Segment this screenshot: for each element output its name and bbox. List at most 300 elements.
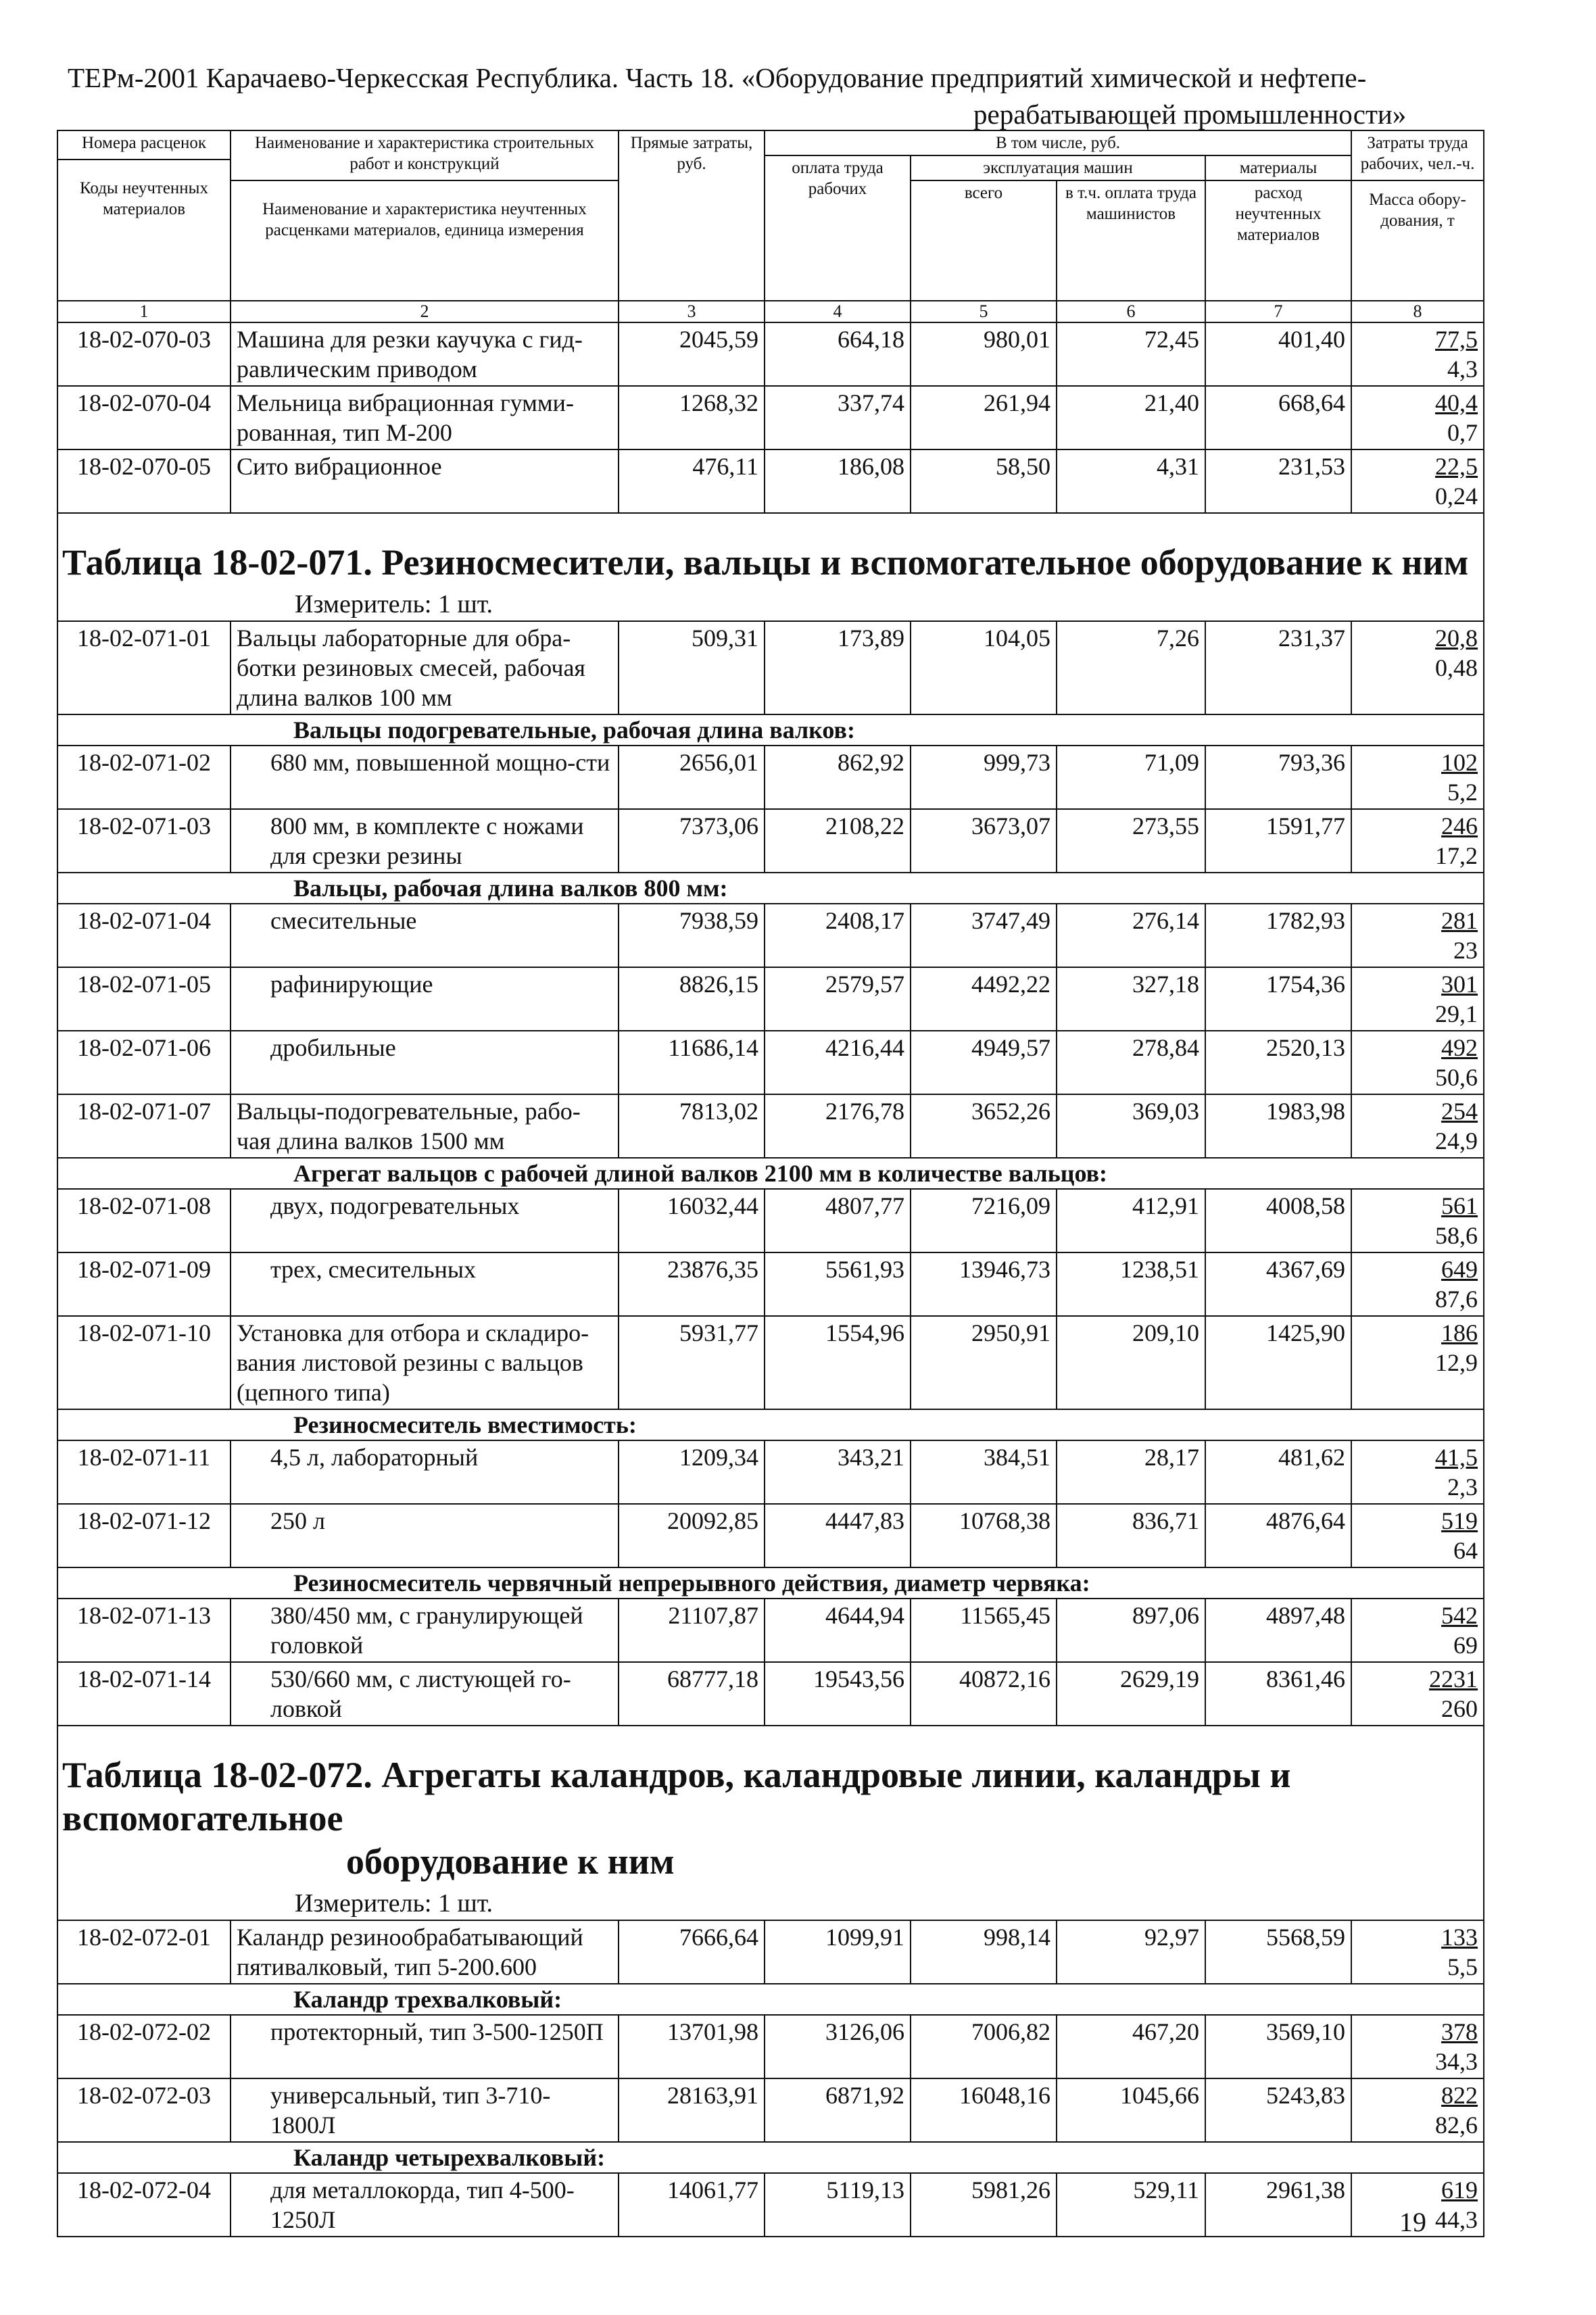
col-head-usage: расход неучтенных материалов: [1205, 180, 1351, 301]
table-row: [57, 1252, 1484, 1316]
rate-code: 18-02-071-11: [57, 1440, 231, 1504]
direct-cost: 8826,15: [619, 967, 765, 1031]
col-num: 6: [1057, 301, 1205, 322]
direct-cost: 11686,14: [619, 1031, 765, 1094]
labor-and-mass: [1351, 904, 1484, 967]
table-72-title-line2: оборудование к ним: [346, 1841, 675, 1882]
subgroup-text: Резиносмеситель вместимость:: [293, 1411, 637, 1438]
labor-hours: 133: [1441, 1924, 1478, 1951]
labor-hours: 41,5: [1435, 1444, 1478, 1471]
worker-pay: 3126,06: [765, 2015, 911, 2078]
worker-pay: 664,18: [765, 322, 911, 386]
materials-cost: 5243,83: [1205, 2078, 1351, 2142]
worker-pay: 2408,17: [765, 904, 911, 967]
rate-code: 18-02-071-09: [57, 1252, 231, 1316]
materials-cost: 231,37: [1205, 621, 1351, 714]
subgroup-row: [57, 873, 1484, 904]
machinist-pay: 7,26: [1057, 621, 1205, 714]
col-num: 3: [619, 301, 765, 322]
materials-cost: 4367,69: [1205, 1252, 1351, 1316]
subgroup-row: [57, 1567, 1484, 1599]
machinist-pay: 278,84: [1057, 1031, 1205, 1094]
machine-total: 4492,22: [911, 967, 1057, 1031]
machine-total: 7216,09: [911, 1189, 1057, 1252]
machine-total: 11565,45: [911, 1599, 1057, 1662]
table-row: [57, 1094, 1484, 1158]
col-head-labor: [1351, 130, 1484, 301]
rate-code: 18-02-070-03: [57, 322, 231, 386]
rate-code: 18-02-070-04: [57, 386, 231, 449]
rate-code: 18-02-071-14: [57, 1662, 231, 1726]
equipment-mass: 29,1: [1435, 1000, 1478, 1027]
materials-cost: 3569,10: [1205, 2015, 1351, 2078]
rate-code: 18-02-071-08: [57, 1189, 231, 1252]
worker-pay: 4644,94: [765, 1599, 911, 1662]
labor-hours: 492: [1441, 1034, 1478, 1061]
subgroup-text: Вальцы, рабочая длина валков 800 мм:: [293, 875, 728, 902]
materials-cost: 481,62: [1205, 1440, 1351, 1504]
machinist-pay: 529,11: [1057, 2173, 1205, 2237]
worker-pay: 1554,96: [765, 1316, 911, 1409]
table-row: [57, 746, 1484, 809]
equipment-mass: 260: [1441, 1695, 1478, 1722]
equipment-mass: 87,6: [1435, 1286, 1478, 1313]
table-row: [57, 322, 1484, 386]
materials-cost: 2520,13: [1205, 1031, 1351, 1094]
machine-total: 3747,49: [911, 904, 1057, 967]
equipment-mass: 58,6: [1435, 1222, 1478, 1249]
table-72-title: [58, 1726, 1483, 1887]
work-name: Машина для резки каучука с гид-равлическим приводом: [231, 322, 619, 386]
price-table: [57, 130, 1483, 2237]
col-head-materials: материалы: [1205, 155, 1351, 180]
direct-cost: 7666,64: [619, 1920, 765, 1984]
labor-hours: 77,5: [1435, 326, 1478, 353]
work-name: трех, смесительных: [231, 1252, 619, 1316]
machinist-pay: 836,71: [1057, 1504, 1205, 1567]
labor-hours: 519: [1441, 1507, 1478, 1534]
work-name: для металлокорда, тип 4-500-1250Л: [231, 2173, 619, 2237]
materials-cost: 231,53: [1205, 449, 1351, 513]
direct-cost: 23876,35: [619, 1252, 765, 1316]
machinist-pay: 369,03: [1057, 1094, 1205, 1158]
table-row: [57, 1316, 1484, 1409]
table-71-title: Таблица 18-02-071. Резиносмесители, вальцы и вспомогательное оборудование к ним: [62, 542, 1469, 583]
work-name: Вальцы лабораторные для обра-ботки резиновых смесей, рабочая длина валков 100 мм: [231, 621, 619, 714]
equipment-mass: 0,7: [1447, 419, 1478, 446]
table-72-heading: [57, 1726, 1484, 1920]
direct-cost: 1268,32: [619, 386, 765, 449]
subgroup-text: Агрегат вальцов с рабочей длиной валков 2100 мм в количестве вальцов:: [293, 1160, 1108, 1187]
materials-cost: 4008,58: [1205, 1189, 1351, 1252]
labor-and-mass: [1351, 1031, 1484, 1094]
table-72-title-line1: Таблица 18-02-072. Агрегаты каландров, каландровые линии, каландры и вспомогательное: [62, 1755, 1291, 1838]
equipment-mass: 5,2: [1447, 779, 1478, 806]
labor-and-mass: [1351, 809, 1484, 873]
worker-pay: 337,74: [765, 386, 911, 449]
table-row: [57, 1920, 1484, 1984]
labor-and-mass: [1351, 1440, 1484, 1504]
equipment-mass: 34,3: [1435, 2048, 1478, 2075]
rate-code: 18-02-071-03: [57, 809, 231, 873]
table-row: [57, 386, 1484, 449]
machinist-pay: 71,09: [1057, 746, 1205, 809]
subgroup-row: [57, 1158, 1484, 1189]
col-naim2: Наименование и характеристика неучтенных расценками материалов, единица измерения: [262, 200, 587, 239]
work-name: 800 мм, в комплекте с ножами для срезки резины: [231, 809, 619, 873]
machine-total: 16048,16: [911, 2078, 1057, 2142]
rate-code: 18-02-071-07: [57, 1094, 231, 1158]
materials-cost: 1782,93: [1205, 904, 1351, 967]
equipment-mass: 23: [1453, 937, 1478, 964]
materials-cost: 2961,38: [1205, 2173, 1351, 2237]
rate-code: 18-02-071-12: [57, 1504, 231, 1567]
worker-pay: 173,89: [765, 621, 911, 714]
materials-cost: 1425,90: [1205, 1316, 1351, 1409]
labor-hours: 301: [1441, 971, 1478, 998]
labor-and-mass: [1351, 1599, 1484, 1662]
materials-cost: 8361,46: [1205, 1662, 1351, 1726]
direct-cost: 476,11: [619, 449, 765, 513]
col-num: 1: [57, 301, 231, 322]
worker-pay: 862,92: [765, 746, 911, 809]
subgroup-label: [57, 1984, 1484, 2015]
direct-cost: 7813,02: [619, 1094, 765, 1158]
rate-code: 18-02-071-01: [57, 621, 231, 714]
equipment-mass: 17,2: [1435, 842, 1478, 869]
worker-pay: 343,21: [765, 1440, 911, 1504]
table-72-rows: [57, 1920, 1484, 2237]
work-name: Мельница вибрационная гумми-рованная, тип М-200: [231, 386, 619, 449]
divider: [1352, 180, 1483, 181]
table-row: [57, 809, 1484, 873]
direct-cost: 28163,91: [619, 2078, 765, 2142]
work-name: 380/450 мм, с гранулирующей головкой: [231, 1599, 619, 1662]
subgroup-label: [57, 2142, 1484, 2173]
table-71-measure: Измеритель: 1 шт.: [295, 590, 493, 618]
table-71-heading: [57, 513, 1484, 621]
col-kody: Коды неучтенных материалов: [80, 179, 208, 218]
worker-pay: 4807,77: [765, 1189, 911, 1252]
table-row: [57, 2078, 1484, 2142]
table-row: [57, 1599, 1484, 1662]
machine-total: 58,50: [911, 449, 1057, 513]
table-row: [57, 967, 1484, 1031]
materials-cost: 1591,77: [1205, 809, 1351, 873]
work-name: Каландр резинообрабатывающий пятивалковый, тип 5-200.600: [231, 1920, 619, 1984]
table-row: [57, 621, 1484, 714]
machine-total: 2950,91: [911, 1316, 1057, 1409]
direct-cost: 16032,44: [619, 1189, 765, 1252]
col-massa: Масса обору-дования, т: [1369, 191, 1466, 230]
machine-total: 4949,57: [911, 1031, 1057, 1094]
labor-hours: 246: [1441, 812, 1478, 839]
equipment-mass: 0,24: [1435, 483, 1478, 510]
labor-and-mass: [1351, 1920, 1484, 1984]
machine-total: 3673,07: [911, 809, 1057, 873]
labor-hours: 561: [1441, 1192, 1478, 1219]
machinist-pay: 327,18: [1057, 967, 1205, 1031]
rate-code: 18-02-071-04: [57, 904, 231, 967]
work-name: 4,5 л, лабораторный: [231, 1440, 619, 1504]
direct-cost: 2045,59: [619, 322, 765, 386]
worker-pay: 5119,13: [765, 2173, 911, 2237]
labor-hours: 102: [1441, 749, 1478, 776]
direct-cost: 1209,34: [619, 1440, 765, 1504]
direct-cost: 5931,77: [619, 1316, 765, 1409]
worker-pay: 2579,57: [765, 967, 911, 1031]
machine-total: 384,51: [911, 1440, 1057, 1504]
direct-cost: 20092,85: [619, 1504, 765, 1567]
labor-hours: 378: [1441, 2018, 1478, 2045]
col-head-machines: эксплуатация машин: [911, 155, 1205, 180]
labor-hours: 20,8: [1435, 625, 1478, 652]
labor-and-mass: [1351, 2015, 1484, 2078]
materials-cost: 1983,98: [1205, 1094, 1351, 1158]
rates-grid: [57, 130, 1484, 2237]
equipment-mass: 12,9: [1435, 1349, 1478, 1376]
header-row-1: [57, 130, 1484, 155]
subgroup-row: [57, 2142, 1484, 2173]
machine-total: 998,14: [911, 1920, 1057, 1984]
machinist-pay: 72,45: [1057, 322, 1205, 386]
materials-cost: 668,64: [1205, 386, 1351, 449]
subgroup-label: [57, 1567, 1484, 1599]
labor-and-mass: [1351, 1662, 1484, 1726]
labor-and-mass: [1351, 322, 1484, 386]
table-row: [57, 1189, 1484, 1252]
rate-code: 18-02-072-03: [57, 2078, 231, 2142]
col-naim: Наименование и характеристика строительных работ и конструкций: [254, 134, 594, 173]
machine-total: 7006,82: [911, 2015, 1057, 2078]
labor-hours: 40,4: [1435, 389, 1478, 416]
machine-total: 261,94: [911, 386, 1057, 449]
subgroup-text: Резиносмеситель червячный непрерывного действия, диаметр червяка:: [293, 1569, 1090, 1597]
machine-total: 13946,73: [911, 1252, 1057, 1316]
table-row: [57, 449, 1484, 513]
subgroup-text: Каландр четырехвалковый:: [293, 2144, 606, 2171]
equipment-mass: 5,5: [1447, 1953, 1478, 1980]
machinist-pay: 897,06: [1057, 1599, 1205, 1662]
col-head-direct: Прямые затраты, руб.: [619, 130, 765, 301]
work-name: смесительные: [231, 904, 619, 967]
work-name: 680 мм, повышенной мощно-сти: [231, 746, 619, 809]
direct-cost: 7373,06: [619, 809, 765, 873]
col-nomera: Номера расценок: [81, 134, 207, 152]
header-line-1: ТЕРм-2001 Карачаево-Черкесская Республика. Часть 18. «Оборудование предприятий химической и нефтепе-: [68, 62, 1367, 93]
machinist-pay: 92,97: [1057, 1920, 1205, 1984]
table-row: [57, 1662, 1484, 1726]
labor-hours: 186: [1441, 1319, 1478, 1346]
divider: [58, 159, 230, 160]
subgroup-label: [57, 714, 1484, 746]
work-name: Сито вибрационное: [231, 449, 619, 513]
direct-cost: 21107,87: [619, 1599, 765, 1662]
labor-and-mass: [1351, 386, 1484, 449]
subgroup-row: [57, 714, 1484, 746]
table-72-heading-cell: [57, 1726, 1484, 1920]
machinist-pay: 2629,19: [1057, 1662, 1205, 1726]
labor-hours: 649: [1441, 1256, 1478, 1283]
machinist-pay: 412,91: [1057, 1189, 1205, 1252]
worker-pay: 2176,78: [765, 1094, 911, 1158]
rate-code: 18-02-071-13: [57, 1599, 231, 1662]
machine-total: 980,01: [911, 322, 1057, 386]
equipment-mass: 50,6: [1435, 1064, 1478, 1091]
labor-and-mass: [1351, 1189, 1484, 1252]
page-header: [68, 59, 1447, 132]
col-head-pay: оплата труда рабочих: [765, 155, 911, 301]
machinist-pay: 273,55: [1057, 809, 1205, 873]
equipment-mass: 2,3: [1447, 1473, 1478, 1501]
materials-cost: 4876,64: [1205, 1504, 1351, 1567]
table-row: [57, 2173, 1484, 2237]
work-name: универсальный, тип 3-710-1800Л: [231, 2078, 619, 2142]
divider: [231, 180, 618, 181]
page-number: 19: [1399, 2207, 1426, 2237]
labor-and-mass: [1351, 2078, 1484, 2142]
machinist-pay: 21,40: [1057, 386, 1205, 449]
materials-cost: 4897,48: [1205, 1599, 1351, 1662]
equipment-mass: 69: [1453, 1632, 1478, 1659]
direct-cost: 2656,01: [619, 746, 765, 809]
col-num: 5: [911, 301, 1057, 322]
table-71-rows: [57, 621, 1484, 1726]
work-name: рафинирующие: [231, 967, 619, 1031]
labor-and-mass: [1351, 1094, 1484, 1158]
materials-cost: 1754,36: [1205, 967, 1351, 1031]
direct-cost: 13701,98: [619, 2015, 765, 2078]
col-head-mpay: в т.ч. оплата труда машинистов: [1057, 180, 1205, 301]
col-zatraty: Затраты труда рабочих, чел.-ч.: [1360, 134, 1475, 173]
table-row: [57, 1031, 1484, 1094]
rate-code: 18-02-070-05: [57, 449, 231, 513]
direct-cost: 7938,59: [619, 904, 765, 967]
column-numbers-row: [57, 301, 1484, 322]
col-head-codes: [57, 130, 231, 301]
labor-hours: 22,5: [1435, 453, 1478, 480]
subgroup-label: [57, 873, 1484, 904]
work-name: Вальцы-подогревательные, рабо-чая длина валков 1500 мм: [231, 1094, 619, 1158]
rate-code: 18-02-072-02: [57, 2015, 231, 2078]
machinist-pay: 209,10: [1057, 1316, 1205, 1409]
subgroup-label: [57, 1409, 1484, 1440]
labor-hours: 822: [1441, 2082, 1478, 2109]
col-num: 2: [231, 301, 619, 322]
rate-code: 18-02-071-05: [57, 967, 231, 1031]
work-name: Установка для отбора и складиро-вания листовой резины с вальцов (цепного типа): [231, 1316, 619, 1409]
table-row: [57, 1504, 1484, 1567]
direct-cost: 14061,77: [619, 2173, 765, 2237]
machine-total: 5981,26: [911, 2173, 1057, 2237]
machinist-pay: 276,14: [1057, 904, 1205, 967]
equipment-mass: 4,3: [1447, 356, 1478, 383]
worker-pay: 4447,83: [765, 1504, 911, 1567]
top-rows: [57, 322, 1484, 513]
table-row: [57, 1440, 1484, 1504]
materials-cost: 401,40: [1205, 322, 1351, 386]
rate-code: 18-02-071-02: [57, 746, 231, 809]
col-head-incl: В том числе, руб.: [765, 130, 1351, 155]
rate-code: 18-02-072-01: [57, 1920, 231, 1984]
machine-total: 999,73: [911, 746, 1057, 809]
col-num: 8: [1351, 301, 1484, 322]
work-name: 250 л: [231, 1504, 619, 1567]
worker-pay: 4216,44: [765, 1031, 911, 1094]
table-row: [57, 2015, 1484, 2078]
machine-total: 3652,26: [911, 1094, 1057, 1158]
machinist-pay: 467,20: [1057, 2015, 1205, 2078]
work-name: двух, подогревательных: [231, 1189, 619, 1252]
labor-and-mass: [1351, 621, 1484, 714]
col-num: 7: [1205, 301, 1351, 322]
work-name: дробильные: [231, 1031, 619, 1094]
machine-total: 10768,38: [911, 1504, 1057, 1567]
materials-cost: 793,36: [1205, 746, 1351, 809]
labor-and-mass: [1351, 1504, 1484, 1567]
worker-pay: 19543,56: [765, 1662, 911, 1726]
col-head-name: [231, 130, 619, 301]
equipment-mass: 0,48: [1435, 654, 1478, 681]
subgroup-text: Каландр трехвалковый:: [293, 1986, 562, 2013]
labor-hours: 2231: [1429, 1665, 1478, 1692]
equipment-mass: 64: [1453, 1537, 1478, 1564]
labor-and-mass: [1351, 1316, 1484, 1409]
labor-hours: 281: [1441, 907, 1478, 934]
worker-pay: 186,08: [765, 449, 911, 513]
machinist-pay: 4,31: [1057, 449, 1205, 513]
direct-cost: 68777,18: [619, 1662, 765, 1726]
labor-and-mass: [1351, 967, 1484, 1031]
worker-pay: 2108,22: [765, 809, 911, 873]
table-72-measure: Измеритель: 1 шт.: [295, 1889, 493, 1918]
worker-pay: 6871,92: [765, 2078, 911, 2142]
direct-cost: 509,31: [619, 621, 765, 714]
subgroup-label: [57, 1158, 1484, 1189]
worker-pay: 5561,93: [765, 1252, 911, 1316]
machinist-pay: 1045,66: [1057, 2078, 1205, 2142]
labor-and-mass: [1351, 1252, 1484, 1316]
header-line-2: рерабатывающей промышленности»: [973, 99, 1407, 130]
machine-total: 104,05: [911, 621, 1057, 714]
labor-and-mass: [1351, 746, 1484, 809]
work-name: протекторный, тип 3-500-1250П: [231, 2015, 619, 2078]
materials-cost: 5568,59: [1205, 1920, 1351, 1984]
subgroup-row: [57, 1984, 1484, 2015]
col-head-total: всего: [911, 180, 1057, 301]
machinist-pay: 1238,51: [1057, 1252, 1205, 1316]
col-num: 4: [765, 301, 911, 322]
labor-hours: 619: [1441, 2176, 1478, 2203]
rate-code: 18-02-071-06: [57, 1031, 231, 1094]
rate-code: 18-02-072-04: [57, 2173, 231, 2237]
table-row: [57, 904, 1484, 967]
labor-hours: 254: [1441, 1098, 1478, 1125]
equipment-mass: 44,3: [1435, 2206, 1478, 2233]
work-name: 530/660 мм, с листующей го-ловкой: [231, 1662, 619, 1726]
subgroup-text: Вальцы подогревательные, рабочая длина валков:: [293, 716, 855, 744]
machinist-pay: 28,17: [1057, 1440, 1205, 1504]
subgroup-row: [57, 1409, 1484, 1440]
rate-code: 18-02-071-10: [57, 1316, 231, 1409]
labor-hours: 542: [1441, 1602, 1478, 1629]
machine-total: 40872,16: [911, 1662, 1057, 1726]
labor-and-mass: [1351, 449, 1484, 513]
table-71-heading-cell: [57, 513, 1484, 621]
worker-pay: 1099,91: [765, 1920, 911, 1984]
equipment-mass: 82,6: [1435, 2112, 1478, 2139]
equipment-mass: 24,9: [1435, 1127, 1478, 1154]
